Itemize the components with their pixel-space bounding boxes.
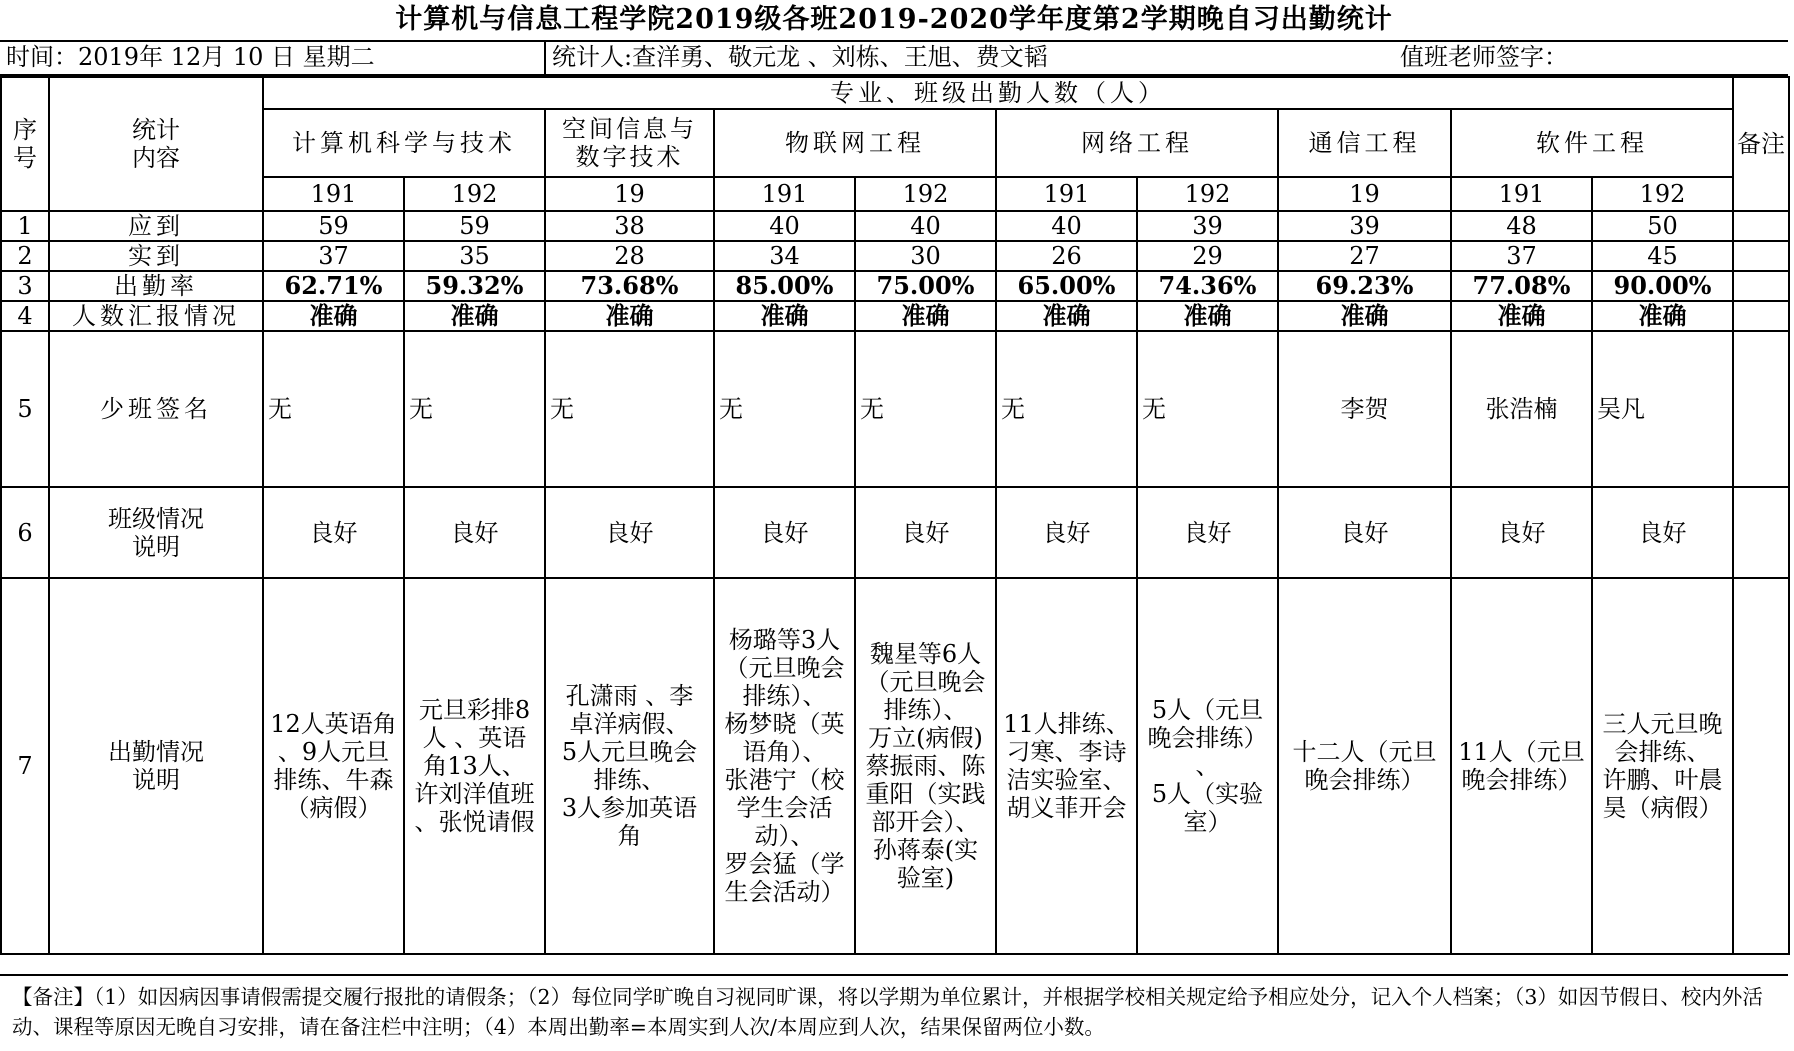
row-value: 良好 [404,487,545,578]
remark-cell [1733,241,1789,271]
row-value: 11人排练、 刁寒、李诗 洁实验室、 胡义菲开会 [996,578,1137,954]
major-cs: 计算机科学与技术 [263,109,545,177]
remark-cell [1733,271,1789,301]
row-value: 准确 [1278,301,1451,331]
row-value: 37 [263,241,404,271]
row-value: 无 [714,331,855,487]
row-value: 77.08% [1451,271,1592,301]
row-value: 魏星等6人 （元旦晚会 排练）、 万立(病假) 蔡振雨、陈 重阳（实践 部开会）、 孙蒋泰(实 验室) [855,578,996,954]
row-value: 准确 [545,301,714,331]
class-software-191: 191 [1451,177,1592,211]
row-value: 5人（元旦 晚会排练） 、 5人（实验 室） [1137,578,1278,954]
row-value: 准确 [263,301,404,331]
class-cs-192: 192 [404,177,545,211]
row-value: 62.71% [263,271,404,301]
row-value: 三人元旦晚 会排练、 许鹏、叶晨 昊（病假） [1592,578,1733,954]
row-seq: 4 [1,301,49,331]
footer-notes: 【备注】（1）如因病因事请假需提交履行报批的请假条；（2）每位同学旷晚自习视同旷课，将以学期为单位累计，并根据学校相关规定给予相应处分，记入个人档案；（3）如因节假日、校内外活动、课程等原因无晚自习安排，请在备注栏中注明；（4）本周出勤率=本周实到人次/本周应到人次，结果保留两位小数。 [0,974,1788,1048]
row-value: 48 [1451,211,1592,241]
row-value: 12人英语角 、9人元旦 排练、牛森 （病假） [263,578,404,954]
row-value: 吴凡 [1592,331,1733,487]
row-value: 无 [1137,331,1278,487]
header-group: 专业、班级出勤人数（人） [263,77,1733,109]
row-value: 59.32% [404,271,545,301]
row-seq: 1 [1,211,49,241]
major-iot: 物联网工程 [714,109,996,177]
class-network-191: 191 [996,177,1137,211]
row-value: 准确 [996,301,1137,331]
row-seq: 6 [1,487,49,578]
row-seq: 3 [1,271,49,301]
row-value: 65.00% [996,271,1137,301]
major-software: 软件工程 [1451,109,1733,177]
row-value: 45 [1592,241,1733,271]
row-label: 应到 [49,211,263,241]
remark-cell [1733,331,1789,487]
row-value: 元旦彩排8 人 、英语 角13人、 许刘洋值班 、张悦请假 [404,578,545,954]
row-value: 良好 [855,487,996,578]
row-value: 准确 [1137,301,1278,331]
row-value: 无 [404,331,545,487]
class-software-192: 192 [1592,177,1733,211]
table-row [1,241,1789,271]
row-value: 37 [1451,241,1592,271]
row-value: 74.36% [1137,271,1278,301]
row-value: 良好 [263,487,404,578]
table-row [1,487,1789,578]
row-value: 27 [1278,241,1451,271]
row-value: 39 [1137,211,1278,241]
info-divider [544,40,546,74]
row-value: 35 [404,241,545,271]
row-value: 40 [996,211,1137,241]
row-value: 无 [263,331,404,487]
row-value: 无 [855,331,996,487]
remark-cell [1733,487,1789,578]
class-cs-191: 191 [263,177,404,211]
remark-cell [1733,301,1789,331]
row-value: 34 [714,241,855,271]
row-value: 29 [1137,241,1278,271]
row-value: 39 [1278,211,1451,241]
row-value: 50 [1592,211,1733,241]
row-seq: 2 [1,241,49,271]
remark-cell [1733,211,1789,241]
row-value: 准确 [1592,301,1733,331]
table-row [1,578,1789,954]
row-value: 孔潇雨 、李 卓洋病假、 5人元旦晚会 排练、 3人参加英语 角 [545,578,714,954]
table-row [1,301,1789,331]
row-seq: 7 [1,578,49,954]
class-network-192: 192 [1137,177,1278,211]
info-bar [0,40,1788,76]
row-value: 李贺 [1278,331,1451,487]
row-value: 11人（元旦 晚会排练） [1451,578,1592,954]
header-remark: 备注 [1733,77,1789,211]
row-value: 准确 [855,301,996,331]
row-label: 人数汇报情况 [49,301,263,331]
attendance-table [0,76,1790,955]
teacher-signature-label: 值班老师签字： [1400,43,1568,71]
row-value: 准确 [404,301,545,331]
header-seq: 序号 [1,77,49,211]
date-info: 时间：2019年 12月 10 日 星期二 [6,43,375,71]
row-value: 40 [855,211,996,241]
row-value: 杨璐等3人 （元旦晚会 排练）、 杨梦晓（英 语角）、 张港宁（校 学生会活 动）、 罗会猛（学 生会活动） [714,578,855,954]
row-value: 75.00% [855,271,996,301]
major-communication: 通信工程 [1278,109,1451,177]
sheet-title: 计算机与信息工程学院2019级各班2019-2020学年度第2学期晚自习出勤统计 [0,0,1788,42]
row-label: 少班签名 [49,331,263,487]
table-row [1,211,1789,241]
row-seq: 5 [1,331,49,487]
row-value: 良好 [996,487,1137,578]
row-label: 出勤情况 说明 [49,578,263,954]
row-value: 90.00% [1592,271,1733,301]
counters-info: 统计人:查洋勇、敬元龙 、刘栋、王旭、费文韬 [552,43,1048,71]
row-label: 班级情况 说明 [49,487,263,578]
row-value: 张浩楠 [1451,331,1592,487]
major-spatial: 空间信息与 数字技术 [545,109,714,177]
row-value: 准确 [1451,301,1592,331]
row-value: 良好 [545,487,714,578]
class-iot-192: 192 [855,177,996,211]
row-value: 40 [714,211,855,241]
row-value: 准确 [714,301,855,331]
remark-cell [1733,578,1789,954]
row-value: 良好 [714,487,855,578]
class-iot-191: 191 [714,177,855,211]
table-row [1,271,1789,301]
class-comm-19: 19 [1278,177,1451,211]
row-label: 出勤率 [49,271,263,301]
row-value: 良好 [1278,487,1451,578]
row-value: 85.00% [714,271,855,301]
row-value: 良好 [1592,487,1733,578]
row-value: 十二人（元旦 晚会排练） [1278,578,1451,954]
row-value: 59 [263,211,404,241]
row-value: 28 [545,241,714,271]
row-value: 30 [855,241,996,271]
row-value: 良好 [1137,487,1278,578]
table-row [1,331,1789,487]
row-label: 实到 [49,241,263,271]
row-value: 69.23% [1278,271,1451,301]
header-content: 统计 内容 [49,77,263,211]
row-value: 59 [404,211,545,241]
row-value: 38 [545,211,714,241]
row-value: 良好 [1451,487,1592,578]
row-value: 无 [545,331,714,487]
class-spatial-19: 19 [545,177,714,211]
row-value: 26 [996,241,1137,271]
row-value: 无 [996,331,1137,487]
major-network: 网络工程 [996,109,1278,177]
row-value: 73.68% [545,271,714,301]
